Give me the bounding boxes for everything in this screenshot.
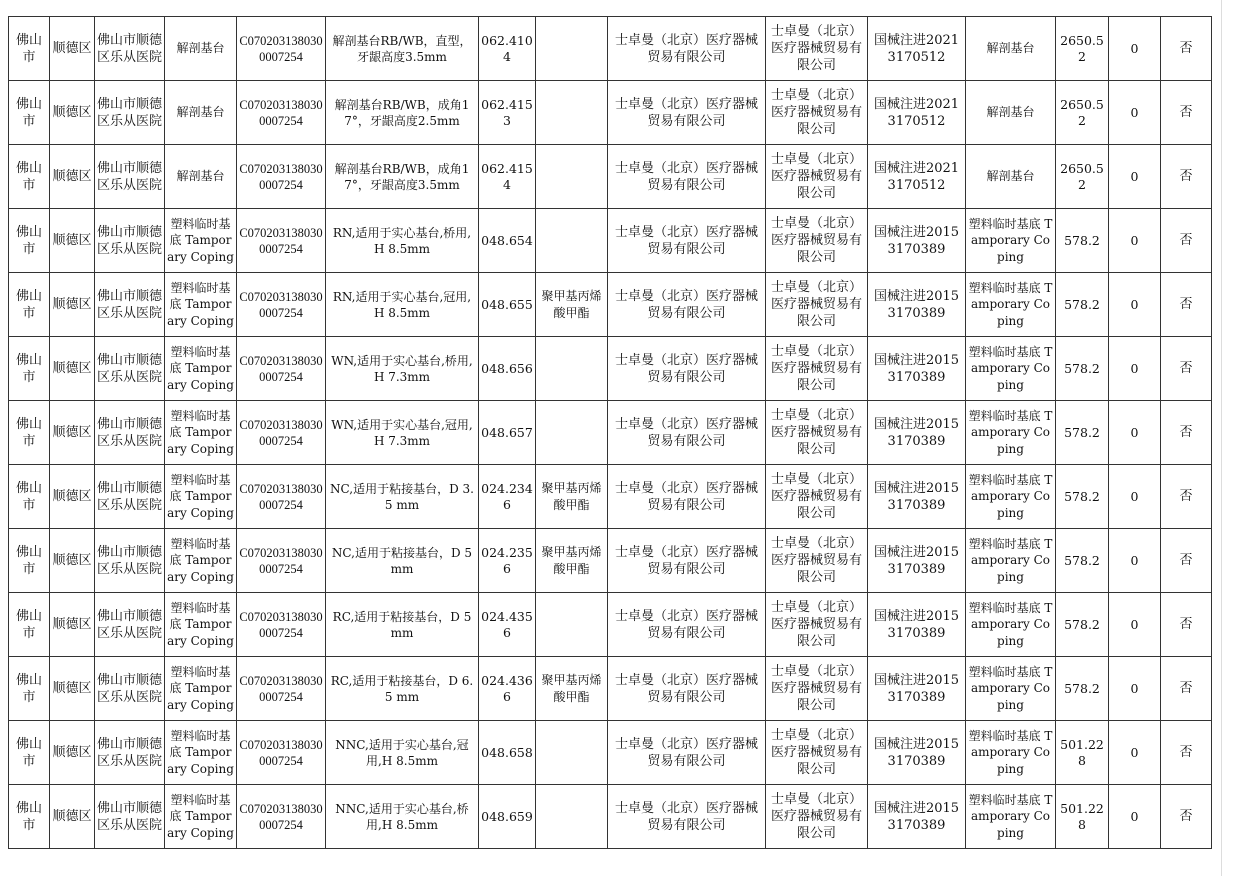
price-cell: 501.228	[1056, 785, 1109, 849]
agent-cell: 士卓曼（北京）医疗器械贸易有限公司	[766, 465, 868, 529]
material-cell	[536, 209, 608, 273]
product-name-cell: 塑料临时基底 Tamporary Coping	[165, 721, 237, 785]
table-row	[9, 721, 1212, 785]
specification-cell: WN,适用于实心基台,冠用,H 7.3mm	[326, 401, 479, 465]
city-cell: 佛山市	[9, 465, 50, 529]
hospital-cell: 佛山市顺德区乐从医院	[95, 145, 165, 209]
table-row	[9, 273, 1212, 337]
city-cell: 佛山市	[9, 401, 50, 465]
registration-cell: 国械注进20213170512	[868, 81, 966, 145]
table-row	[9, 337, 1212, 401]
registration-cell: 国械注进20153170389	[868, 401, 966, 465]
material-cell	[536, 17, 608, 81]
registered-name-cell: 塑料临时基底 Tamporary Coping	[966, 209, 1056, 273]
price-cell: 578.2	[1056, 337, 1109, 401]
flag-cell: 否	[1161, 81, 1212, 145]
model-cell: 048.658	[479, 721, 536, 785]
page-edge-line	[1221, 0, 1222, 876]
registered-name-cell: 塑料临时基底 Tamporary Coping	[966, 721, 1056, 785]
manufacturer-cell: 士卓曼（北京）医疗器械贸易有限公司	[608, 529, 766, 593]
table-row	[9, 593, 1212, 657]
model-cell: 024.4366	[479, 657, 536, 721]
manufacturer-cell: 士卓曼（北京）医疗器械贸易有限公司	[608, 17, 766, 81]
registration-cell: 国械注进20153170389	[868, 209, 966, 273]
district-cell: 顺德区	[50, 401, 95, 465]
quantity-cell: 0	[1109, 145, 1161, 209]
specification-cell: WN,适用于实心基台,桥用,H 7.3mm	[326, 337, 479, 401]
registration-cell: 国械注进20153170389	[868, 721, 966, 785]
quantity-cell: 0	[1109, 785, 1161, 849]
specification-cell: NNC,适用于实心基台,冠用,H 8.5mm	[326, 721, 479, 785]
city-cell: 佛山市	[9, 593, 50, 657]
quantity-cell: 0	[1109, 17, 1161, 81]
table-row	[9, 17, 1212, 81]
product-code-cell: C0702031380300007254	[237, 593, 326, 657]
model-cell: 048.657	[479, 401, 536, 465]
flag-cell: 否	[1161, 337, 1212, 401]
agent-cell: 士卓曼（北京）医疗器械贸易有限公司	[766, 209, 868, 273]
city-cell: 佛山市	[9, 721, 50, 785]
city-cell: 佛山市	[9, 209, 50, 273]
manufacturer-cell: 士卓曼（北京）医疗器械贸易有限公司	[608, 401, 766, 465]
manufacturer-cell: 士卓曼（北京）医疗器械贸易有限公司	[608, 337, 766, 401]
material-cell	[536, 785, 608, 849]
product-name-cell: 解剖基台	[165, 145, 237, 209]
hospital-cell: 佛山市顺德区乐从医院	[95, 337, 165, 401]
specification-cell: RC,适用于粘接基台，D 6.5 mm	[326, 657, 479, 721]
table-row	[9, 209, 1212, 273]
price-cell: 578.2	[1056, 657, 1109, 721]
product-name-cell: 塑料临时基底 Tamporary Coping	[165, 401, 237, 465]
specification-cell: RN,适用于实心基台,桥用,H 8.5mm	[326, 209, 479, 273]
product-code-cell: C0702031380300007254	[237, 145, 326, 209]
flag-cell: 否	[1161, 209, 1212, 273]
quantity-cell: 0	[1109, 465, 1161, 529]
product-code-cell: C0702031380300007254	[237, 337, 326, 401]
city-cell: 佛山市	[9, 785, 50, 849]
product-name-cell: 塑料临时基底 Tamporary Coping	[165, 273, 237, 337]
registered-name-cell: 解剖基台	[966, 81, 1056, 145]
product-code-cell: C0702031380300007254	[237, 529, 326, 593]
manufacturer-cell: 士卓曼（北京）医疗器械贸易有限公司	[608, 81, 766, 145]
city-cell: 佛山市	[9, 81, 50, 145]
material-cell: 聚甲基丙烯酸甲酯	[536, 529, 608, 593]
district-cell: 顺德区	[50, 209, 95, 273]
model-cell: 062.4154	[479, 145, 536, 209]
hospital-cell: 佛山市顺德区乐从医院	[95, 81, 165, 145]
manufacturer-cell: 士卓曼（北京）医疗器械贸易有限公司	[608, 209, 766, 273]
flag-cell: 否	[1161, 17, 1212, 81]
agent-cell: 士卓曼（北京）医疗器械贸易有限公司	[766, 785, 868, 849]
hospital-cell: 佛山市顺德区乐从医院	[95, 657, 165, 721]
hospital-cell: 佛山市顺德区乐从医院	[95, 273, 165, 337]
specification-cell: NC,适用于粘接基台，D 3.5 mm	[326, 465, 479, 529]
material-cell	[536, 81, 608, 145]
model-cell: 024.4356	[479, 593, 536, 657]
district-cell: 顺德区	[50, 273, 95, 337]
agent-cell: 士卓曼（北京）医疗器械贸易有限公司	[766, 17, 868, 81]
product-code-cell: C0702031380300007254	[237, 81, 326, 145]
material-cell	[536, 721, 608, 785]
registered-name-cell: 塑料临时基底 Tamporary Coping	[966, 593, 1056, 657]
specification-cell: 解剖基台RB/WB，成角17°，牙龈高度3.5mm	[326, 145, 479, 209]
price-cell: 578.2	[1056, 401, 1109, 465]
model-cell: 048.655	[479, 273, 536, 337]
table-row	[9, 401, 1212, 465]
agent-cell: 士卓曼（北京）医疗器械贸易有限公司	[766, 721, 868, 785]
product-code-cell: C0702031380300007254	[237, 657, 326, 721]
product-name-cell: 塑料临时基底 Tamporary Coping	[165, 337, 237, 401]
city-cell: 佛山市	[9, 17, 50, 81]
quantity-cell: 0	[1109, 337, 1161, 401]
hospital-cell: 佛山市顺德区乐从医院	[95, 17, 165, 81]
table-row	[9, 785, 1212, 849]
specification-cell: NNC,适用于实心基台,桥用,H 8.5mm	[326, 785, 479, 849]
quantity-cell: 0	[1109, 81, 1161, 145]
manufacturer-cell: 士卓曼（北京）医疗器械贸易有限公司	[608, 145, 766, 209]
registered-name-cell: 塑料临时基底 Tamporary Coping	[966, 465, 1056, 529]
registration-cell: 国械注进20213170512	[868, 17, 966, 81]
product-name-cell: 解剖基台	[165, 81, 237, 145]
price-cell: 578.2	[1056, 593, 1109, 657]
hospital-cell: 佛山市顺德区乐从医院	[95, 721, 165, 785]
district-cell: 顺德区	[50, 337, 95, 401]
material-cell: 聚甲基丙烯酸甲酯	[536, 465, 608, 529]
flag-cell: 否	[1161, 721, 1212, 785]
price-cell: 2650.52	[1056, 81, 1109, 145]
material-cell	[536, 337, 608, 401]
material-cell	[536, 401, 608, 465]
specification-cell: RN,适用于实心基台,冠用,H 8.5mm	[326, 273, 479, 337]
registered-name-cell: 塑料临时基底 Tamporary Coping	[966, 401, 1056, 465]
flag-cell: 否	[1161, 145, 1212, 209]
flag-cell: 否	[1161, 785, 1212, 849]
model-cell: 062.4153	[479, 81, 536, 145]
price-cell: 578.2	[1056, 273, 1109, 337]
price-cell: 578.2	[1056, 529, 1109, 593]
registration-cell: 国械注进20153170389	[868, 273, 966, 337]
model-cell: 062.4104	[479, 17, 536, 81]
material-cell: 聚甲基丙烯酸甲酯	[536, 657, 608, 721]
product-name-cell: 塑料临时基底 Tamporary Coping	[165, 465, 237, 529]
manufacturer-cell: 士卓曼（北京）医疗器械贸易有限公司	[608, 593, 766, 657]
flag-cell: 否	[1161, 529, 1212, 593]
city-cell: 佛山市	[9, 657, 50, 721]
material-cell	[536, 593, 608, 657]
registration-cell: 国械注进20153170389	[868, 657, 966, 721]
hospital-cell: 佛山市顺德区乐从医院	[95, 785, 165, 849]
district-cell: 顺德区	[50, 721, 95, 785]
district-cell: 顺德区	[50, 17, 95, 81]
quantity-cell: 0	[1109, 401, 1161, 465]
specification-cell: RC,适用于粘接基台，D 5 mm	[326, 593, 479, 657]
district-cell: 顺德区	[50, 785, 95, 849]
table-row	[9, 465, 1212, 529]
city-cell: 佛山市	[9, 145, 50, 209]
city-cell: 佛山市	[9, 337, 50, 401]
quantity-cell: 0	[1109, 657, 1161, 721]
product-name-cell: 塑料临时基底 Tamporary Coping	[165, 593, 237, 657]
product-name-cell: 塑料临时基底 Tamporary Coping	[165, 209, 237, 273]
manufacturer-cell: 士卓曼（北京）医疗器械贸易有限公司	[608, 657, 766, 721]
product-name-cell: 塑料临时基底 Tamporary Coping	[165, 657, 237, 721]
agent-cell: 士卓曼（北京）医疗器械贸易有限公司	[766, 145, 868, 209]
manufacturer-cell: 士卓曼（北京）医疗器械贸易有限公司	[608, 721, 766, 785]
registered-name-cell: 塑料临时基底 Tamporary Coping	[966, 273, 1056, 337]
product-code-cell: C0702031380300007254	[237, 401, 326, 465]
product-code-cell: C0702031380300007254	[237, 209, 326, 273]
price-cell: 2650.52	[1056, 145, 1109, 209]
registered-name-cell: 解剖基台	[966, 145, 1056, 209]
quantity-cell: 0	[1109, 209, 1161, 273]
product-code-cell: C0702031380300007254	[237, 273, 326, 337]
procurement-table	[8, 16, 1212, 849]
district-cell: 顺德区	[50, 657, 95, 721]
registration-cell: 国械注进20153170389	[868, 465, 966, 529]
model-cell: 048.659	[479, 785, 536, 849]
flag-cell: 否	[1161, 401, 1212, 465]
registration-cell: 国械注进20153170389	[868, 337, 966, 401]
flag-cell: 否	[1161, 465, 1212, 529]
agent-cell: 士卓曼（北京）医疗器械贸易有限公司	[766, 273, 868, 337]
model-cell: 024.2356	[479, 529, 536, 593]
table-row	[9, 81, 1212, 145]
product-name-cell: 解剖基台	[165, 17, 237, 81]
registered-name-cell: 塑料临时基底 Tamporary Coping	[966, 337, 1056, 401]
material-cell: 聚甲基丙烯酸甲酯	[536, 273, 608, 337]
registered-name-cell: 解剖基台	[966, 17, 1056, 81]
specification-cell: NC,适用于粘接基台，D 5 mm	[326, 529, 479, 593]
registration-cell: 国械注进20213170512	[868, 145, 966, 209]
flag-cell: 否	[1161, 593, 1212, 657]
flag-cell: 否	[1161, 273, 1212, 337]
model-cell: 048.656	[479, 337, 536, 401]
registration-cell: 国械注进20153170389	[868, 529, 966, 593]
price-cell: 578.2	[1056, 465, 1109, 529]
district-cell: 顺德区	[50, 593, 95, 657]
price-cell: 2650.52	[1056, 17, 1109, 81]
agent-cell: 士卓曼（北京）医疗器械贸易有限公司	[766, 529, 868, 593]
agent-cell: 士卓曼（北京）医疗器械贸易有限公司	[766, 401, 868, 465]
manufacturer-cell: 士卓曼（北京）医疗器械贸易有限公司	[608, 785, 766, 849]
product-code-cell: C0702031380300007254	[237, 721, 326, 785]
hospital-cell: 佛山市顺德区乐从医院	[95, 593, 165, 657]
hospital-cell: 佛山市顺德区乐从医院	[95, 209, 165, 273]
product-code-cell: C0702031380300007254	[237, 785, 326, 849]
registered-name-cell: 塑料临时基底 Tamporary Coping	[966, 529, 1056, 593]
table-row	[9, 529, 1212, 593]
district-cell: 顺德区	[50, 465, 95, 529]
agent-cell: 士卓曼（北京）医疗器械贸易有限公司	[766, 337, 868, 401]
manufacturer-cell: 士卓曼（北京）医疗器械贸易有限公司	[608, 273, 766, 337]
agent-cell: 士卓曼（北京）医疗器械贸易有限公司	[766, 81, 868, 145]
product-name-cell: 塑料临时基底 Tamporary Coping	[165, 785, 237, 849]
model-cell: 048.654	[479, 209, 536, 273]
table-body	[9, 17, 1212, 849]
city-cell: 佛山市	[9, 273, 50, 337]
hospital-cell: 佛山市顺德区乐从医院	[95, 465, 165, 529]
registration-cell: 国械注进20153170389	[868, 785, 966, 849]
hospital-cell: 佛山市顺德区乐从医院	[95, 529, 165, 593]
agent-cell: 士卓曼（北京）医疗器械贸易有限公司	[766, 657, 868, 721]
table-row	[9, 657, 1212, 721]
price-cell: 578.2	[1056, 209, 1109, 273]
model-cell: 024.2346	[479, 465, 536, 529]
price-cell: 501.228	[1056, 721, 1109, 785]
district-cell: 顺德区	[50, 145, 95, 209]
product-code-cell: C0702031380300007254	[237, 17, 326, 81]
product-code-cell: C0702031380300007254	[237, 465, 326, 529]
quantity-cell: 0	[1109, 529, 1161, 593]
manufacturer-cell: 士卓曼（北京）医疗器械贸易有限公司	[608, 465, 766, 529]
district-cell: 顺德区	[50, 529, 95, 593]
registration-cell: 国械注进20153170389	[868, 593, 966, 657]
city-cell: 佛山市	[9, 529, 50, 593]
hospital-cell: 佛山市顺德区乐从医院	[95, 401, 165, 465]
table-row	[9, 145, 1212, 209]
specification-cell: 解剖基台RB/WB，直型，牙龈高度3.5mm	[326, 17, 479, 81]
product-name-cell: 塑料临时基底 Tamporary Coping	[165, 529, 237, 593]
specification-cell: 解剖基台RB/WB，成角17°，牙龈高度2.5mm	[326, 81, 479, 145]
district-cell: 顺德区	[50, 81, 95, 145]
material-cell	[536, 145, 608, 209]
registered-name-cell: 塑料临时基底 Tamporary Coping	[966, 785, 1056, 849]
quantity-cell: 0	[1109, 593, 1161, 657]
quantity-cell: 0	[1109, 273, 1161, 337]
quantity-cell: 0	[1109, 721, 1161, 785]
agent-cell: 士卓曼（北京）医疗器械贸易有限公司	[766, 593, 868, 657]
flag-cell: 否	[1161, 657, 1212, 721]
registered-name-cell: 塑料临时基底 Tamporary Coping	[966, 657, 1056, 721]
